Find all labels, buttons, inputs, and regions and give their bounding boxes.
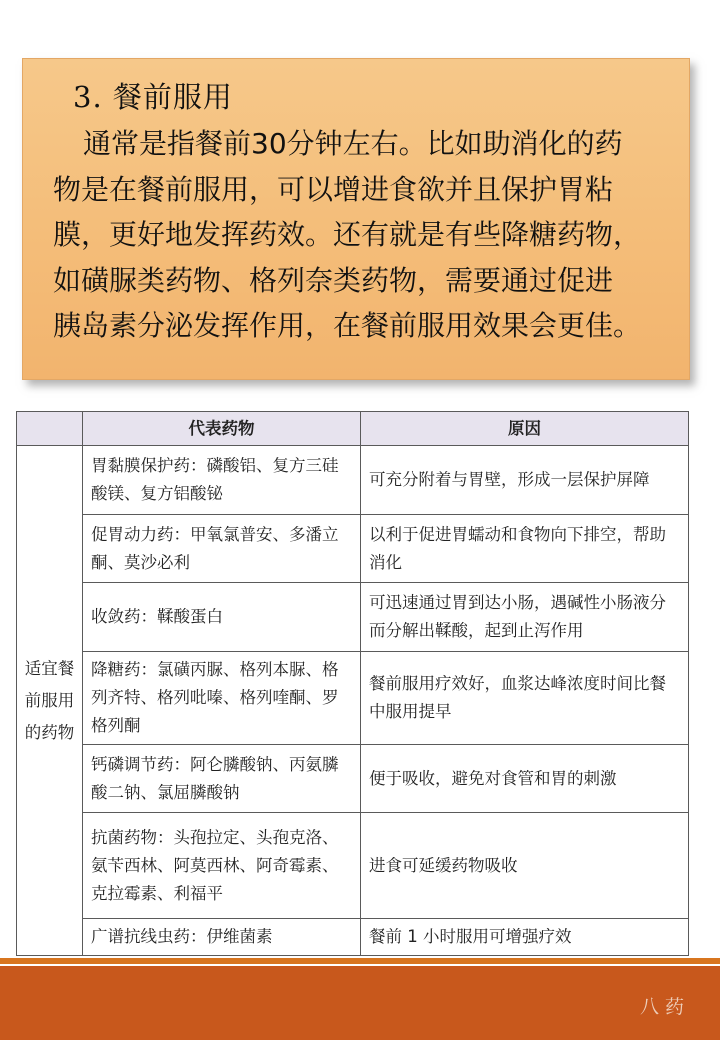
section-title: 3. 餐前服用 [73, 80, 233, 114]
watermark: 八 药 [639, 996, 684, 1018]
table-row [17, 652, 689, 745]
category-line: 适宜餐 [24, 658, 75, 678]
table-row [17, 745, 689, 813]
table-row [17, 583, 689, 652]
reason-cell: 进食可延缓药物吸收 [361, 813, 689, 919]
table-header-row [17, 412, 689, 446]
drug-cell: 抗菌药物：头孢拉定、头孢克洛、氨苄西林、阿莫西林、阿奇霉素、克拉霉素、利福平 [83, 813, 361, 919]
drug-cell: 收敛药：鞣酸蛋白 [83, 583, 361, 652]
table-row [17, 813, 689, 919]
drug-cell: 广谱抗线虫药：伊维菌素 [83, 919, 361, 956]
header-drug: 代表药物 [83, 412, 361, 446]
paragraph-line: 胰岛素分泌发挥作用，在餐前服用效果会更佳。 [53, 309, 642, 342]
callout-paragraph [53, 121, 693, 349]
footer-band [0, 966, 720, 1040]
paragraph-line: 膜，更好地发挥药效。还有就是有些降糖药物， [53, 218, 642, 251]
category-cell [17, 446, 83, 956]
reason-cell: 餐前 1 小时服用可增强疗效 [361, 919, 689, 956]
drug-cell: 钙磷调节药：阿仑膦酸钠、丙氨膦酸二钠、氯屈膦酸钠 [83, 745, 361, 813]
table-row [17, 515, 689, 583]
drug-cell: 胃黏膜保护药：磷酸铝、复方三硅酸镁、复方铝酸铋 [83, 446, 361, 515]
drug-cell: 降糖药：氯磺丙脲、格列本脲、格列齐特、格列吡嗪、格列喹酮、罗格列酮 [83, 652, 361, 745]
footer-divider [0, 958, 720, 964]
table-row [17, 446, 689, 515]
drug-table [16, 411, 689, 956]
reason-cell: 可充分附着与胃壁，形成一层保护屏障 [361, 446, 689, 515]
reason-cell: 可迅速通过胃到达小肠，遇碱性小肠液分而分解出鞣酸，起到止泻作用 [361, 583, 689, 652]
category-line: 的药物 [24, 722, 75, 742]
paragraph-line: 通常是指餐前30分钟左右。比如助消化的药 [83, 127, 623, 160]
header-blank-cell [17, 412, 83, 446]
table-row [17, 919, 689, 956]
reason-cell: 便于吸收，避免对食管和胃的刺激 [361, 745, 689, 813]
paragraph-line: 物是在餐前服用，可以增进食欲并且保护胃粘 [53, 172, 614, 206]
callout-box [22, 58, 690, 380]
category-line: 前服用 [24, 690, 75, 710]
reason-cell: 以利于促进胃蠕动和食物向下排空，帮助消化 [361, 515, 689, 583]
header-reason: 原因 [361, 412, 689, 446]
drug-cell: 促胃动力药：甲氧氯普安、多潘立酮、莫沙必利 [83, 515, 361, 583]
reason-cell: 餐前服用疗效好，血浆达峰浓度时间比餐中服用提早 [361, 652, 689, 745]
paragraph-line: 如磺脲类药物、格列奈类药物，需要通过促进 [53, 263, 614, 297]
